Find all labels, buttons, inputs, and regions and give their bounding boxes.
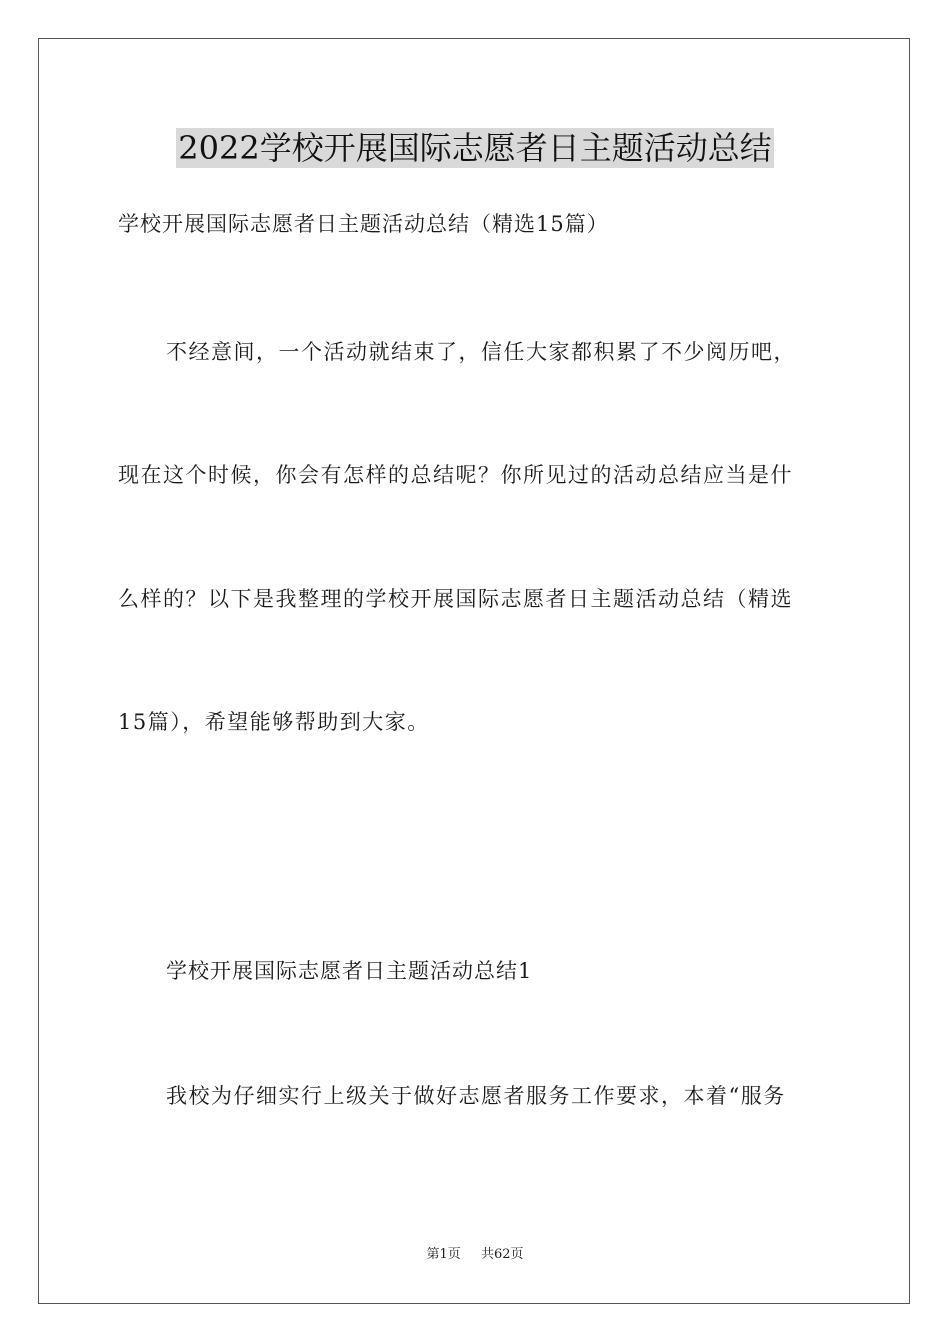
intro-line-1: 不经意间，一个活动就结束了，信任大家都积累了不少阅历吧， (166, 340, 796, 364)
page-number: 第1页 (426, 1247, 461, 1262)
intro-line-4: 15篇），希望能够帮助到大家。 (118, 710, 430, 734)
page-footer (0, 1246, 950, 1264)
section-heading: 学校开展国际志愿者日主题活动总结1 (166, 959, 533, 983)
document-subtitle: 学校开展国际志愿者日主题活动总结（精选15篇） (118, 212, 609, 236)
intro-line-2: 现在这个时候，你会有怎样的总结呢？你所见过的活动总结应当是什 (118, 463, 793, 487)
document-title: 2022学校开展国际志愿者日主题活动总结 (178, 129, 772, 167)
title-container (0, 128, 950, 168)
page-total: 共62页 (480, 1247, 524, 1262)
body-line-1: 我校为仔细实行上级关于做好志愿者服务工作要求，本着“服务 (166, 1084, 786, 1108)
intro-line-3: 么样的？以下是我整理的学校开展国际志愿者日主题活动总结（精选 (118, 587, 793, 611)
